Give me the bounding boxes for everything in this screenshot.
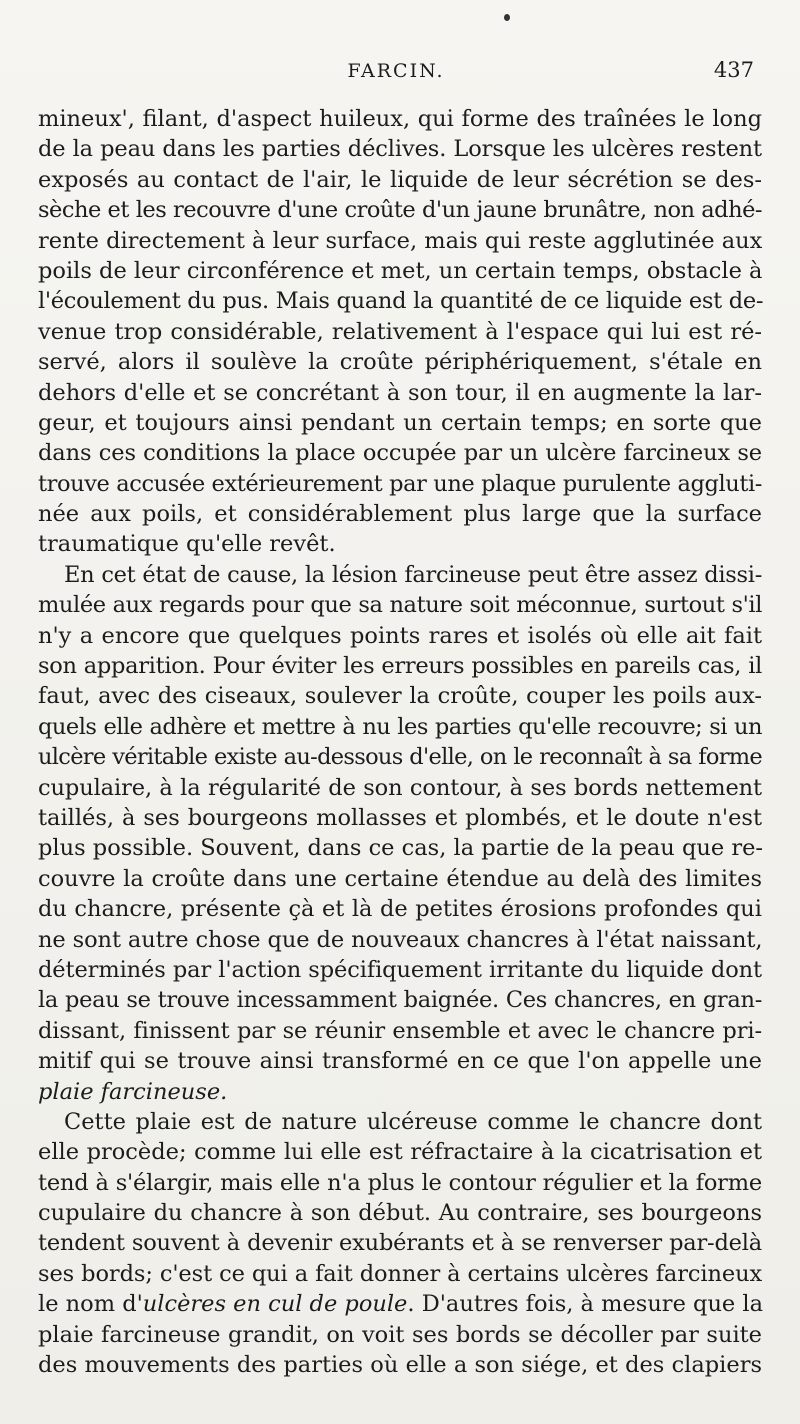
text-line: ses bords; c'est ce qui a fait donner à certains ulcères farcineux xyxy=(38,1260,763,1287)
text-line: tendent souvent à devenir exubérants et à se renverser par-delà xyxy=(38,1230,762,1257)
text-line: née aux poils, et considérablement plus large que la surface xyxy=(38,501,762,528)
running-head: FARCIN. xyxy=(347,60,445,82)
text-line: mitif qui se trouve ainsi transformé en ce que l'on appelle une xyxy=(38,1048,762,1075)
text-line: ulcère véritable existe au-dessous d'elle, on le reconnaît à sa forme xyxy=(38,744,762,771)
text-line: l'écoulement du pus. Mais quand la quantité de ce liquide est de- xyxy=(38,288,764,315)
text-line: geur, et toujours ainsi pendant un certain temps; en sorte que xyxy=(38,409,762,436)
body-text xyxy=(38,104,762,1380)
text-line: son apparition. Pour éviter les erreurs possibles en pareils cas, il xyxy=(38,653,762,680)
text-line: quels elle adhère et mettre à nu les parties qu'elle recouvre; si un xyxy=(38,713,762,740)
text-line: exposés au contact de l'air, le liquide de leur sécrétion se des- xyxy=(38,166,762,193)
text-line: dissant, finissent par se réunir ensemble et avec le chancre pri- xyxy=(38,1017,762,1044)
ink-speck xyxy=(504,14,510,21)
text-line: sèche et les recouvre d'une croûte d'un jaune brunâtre, non adhé- xyxy=(38,197,762,224)
text-line-italic xyxy=(38,1077,762,1107)
paragraph-1 xyxy=(38,104,762,560)
page-header xyxy=(38,58,754,88)
text-line: mulée aux regards pour que sa nature soit méconnue, surtout s'il xyxy=(38,592,762,619)
text-line: faut, avec des ciseaux, soulever la croûte, couper les poils aux- xyxy=(38,683,762,710)
text-fragment: . D'autres fois, à mesure que la xyxy=(407,1291,764,1318)
text-line: rente directement à leur surface, mais qui reste agglutinée aux xyxy=(38,227,763,254)
paragraph-2 xyxy=(38,560,762,1107)
text-line: Cette plaie est de nature ulcéreuse comme le chancre dont xyxy=(64,1108,762,1135)
text-line: des mouvements des parties où elle a son siége, et des clapiers xyxy=(38,1352,762,1379)
text-line: cupulaire, à la régularité de son contour, à ses bords nettement xyxy=(38,774,762,801)
text-line: En cet état de cause, la lésion farcineuse peut être assez dissi- xyxy=(64,561,762,588)
text-line: cupulaire du chancre à son début. Au contraire, ses bourgeons xyxy=(38,1200,762,1227)
text-line: la peau se trouve incessamment baignée. Ces chancres, en gran- xyxy=(38,987,762,1014)
text-line: elle procède; comme lui elle est réfractaire à la cicatrisation et xyxy=(38,1139,762,1166)
text-line: couvre la croûte dans une certaine étendue au delà des limites xyxy=(38,865,762,892)
text-line: du chancre, présente çà et là de petites érosions profondes qui xyxy=(38,896,762,923)
text-line-mixed xyxy=(38,1289,762,1319)
text-line: n'y a encore que quelques points rares et isolés où elle ait fait xyxy=(38,622,762,649)
italic-term: plaie farcineuse. xyxy=(38,1078,228,1105)
italic-term: ulcères en cul de poule xyxy=(142,1291,408,1318)
text-line: plaie farcineuse grandit, on voit ses bords se décoller par suite xyxy=(38,1321,762,1348)
text-line: de la peau dans les parties déclives. Lorsque les ulcères restent xyxy=(38,136,762,163)
text-line: ne sont autre chose que de nouveaux chancres à l'état naissant, xyxy=(38,926,763,953)
text-line: mineux', filant, d'aspect huileux, qui forme des traînées le long xyxy=(38,106,762,132)
text-line: poils de leur circonférence et met, un certain temps, obstacle à xyxy=(38,257,763,284)
text-line: venue trop considérable, relativement à l'espace qui lui est ré- xyxy=(38,318,762,345)
text-line: tend à s'élargir, mais elle n'a plus le contour régulier et la forme xyxy=(38,1169,762,1196)
text-line: servé, alors il soulève la croûte périphériquement, s'étale en xyxy=(38,349,762,376)
text-line: taillés, à ses bourgeons mollasses et plombés, et le doute n'est xyxy=(38,804,762,831)
page-number: 437 xyxy=(713,58,754,82)
text-line: plus possible. Souvent, dans ce cas, la partie de la peau que re- xyxy=(38,835,763,862)
text-line: déterminés par l'action spécifiquement irritante du liquide dont xyxy=(38,956,762,983)
text-line: dans ces conditions la place occupée par un ulcère farcineux se xyxy=(38,440,762,467)
text-line: trouve accusée extérieurement par une plaque purulente aggluti- xyxy=(38,470,762,497)
text-line: dehors d'elle et se concrétant à son tour, il en augmente la lar- xyxy=(38,379,762,406)
text-line: traumatique qu'elle revêt. xyxy=(38,531,336,558)
text-fragment: le nom d' xyxy=(38,1291,143,1318)
paragraph-3 xyxy=(38,1107,762,1381)
